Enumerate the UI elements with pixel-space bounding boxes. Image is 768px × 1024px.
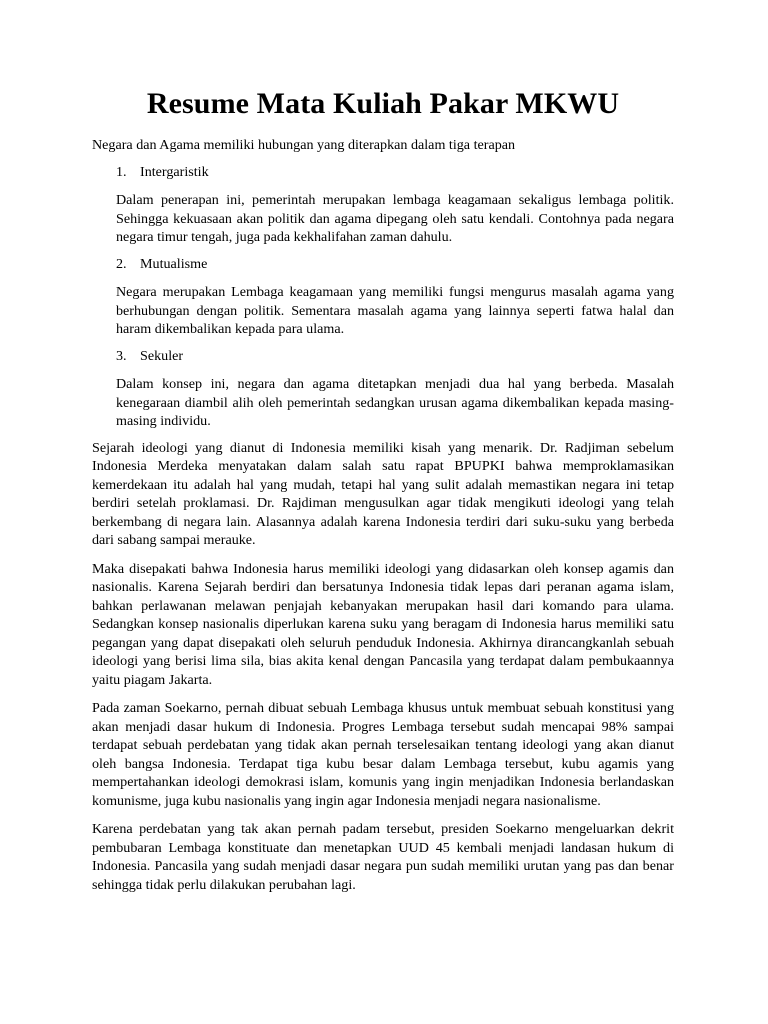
list-item-heading [116, 347, 674, 366]
body-paragraph: Karena perdebatan yang tak akan pernah padam tersebut, presiden Soekarno mengeluarkan dekrit pembubaran Lembaga konstituate dan menetapkan UUD 45 kembali menjadi landasan hukum di Indonesia. Pancasila yang sudah menjadi dasar negara pun sudah memiliki urutan yang pas dan benar sehingga tidak perlu dilakukan perubahan lagi. [92, 821, 674, 893]
list-item-title: Mutualisme [140, 255, 208, 272]
list-item-title: Intergaristik [140, 163, 209, 180]
list-item-heading [116, 255, 674, 274]
list-item-number: 2. [116, 255, 127, 272]
list-item-title: Sekuler [140, 347, 184, 364]
list-item [92, 163, 674, 247]
list-item [92, 255, 674, 339]
document-title: Resume Mata Kuliah Pakar MKWU [146, 87, 620, 120]
list-item-number: 1. [116, 163, 127, 180]
list-item-heading [116, 163, 674, 182]
list-item-body: Dalam penerapan ini, pemerintah merupakan lembaga keagamaan sekaligus lembaga politik. Sehingga kekuasaan akan politik dan agama dipegang oleh satu kendali. Contohnya pada negara negara timur tengah, juga pada kekhalifahan zaman dahulu. [116, 192, 674, 245]
body-paragraph: Pada zaman Soekarno, pernah dibuat sebuah Lembaga khusus untuk membuat sebuah konstitusi yang akan menjadi dasar hukum di Indonesia. Progres Lembaga tersebut sudah mencapai 98% sampai terdapat sebuah perdebatan yang tidak akan pernah terselesaikan tentang ideologi yang akan dianut oleh bangsa Indonesia. Terdapat tiga kubu besar dalam Lembaga tersebut, kubu agamis yang mempertahankan ideologi demokrasi islam, komunis yang ingin menjadikan Indonesia berlandaskan komunisme, juga kubu nasionalis yang ingin agar Indonesia menjadi negara nasionalisme. [92, 700, 674, 809]
list-item [92, 347, 674, 431]
list-item-body: Dalam konsep ini, negara dan agama ditetapkan menjadi dua hal yang berbeda. Masalah kenegaraan diambil alih oleh pemerintah sedangkan urusan agama dikembalikan kepada masing-masing individu. [116, 376, 674, 429]
intro-paragraph: Negara dan Agama memiliki hubungan yang diterapkan dalam tiga terapan [92, 137, 516, 153]
body-paragraph: Maka disepakati bahwa Indonesia harus memiliki ideologi yang didasarkan oleh konsep agamis dan nasionalis. Karena Sejarah berdiri dan bersatunya Indonesia tidak lepas dari peranan agama islam, bahkan perlawanan melawan penjajah kebanyakan merupakan hasil dari komando para ulama. Sedangkan konsep nasionalis diperlukan karena suku yang beragam di Indonesia harus memiliki satu pegangan yang dapat disepakati oleh seluruh penduduk Indonesia. Akhirnya dirancangkanlah sebuah ideologi yang berisi lima sila, bias akita kenal dengan Pancasila yang terdapat dalam pembukaannya yaitu piagam Jakarta. [92, 560, 674, 688]
list-item-number: 3. [116, 347, 127, 364]
list-item-body: Negara merupakan Lembaga keagamaan yang memiliki fungsi mengurus masalah agama yang berhubungan dengan politik. Sementara masalah agama yang lainnya seperti fatwa halal dan haram dikembalikan kepada para ulama. [116, 284, 674, 337]
document-page [92, 86, 674, 904]
body-paragraph: Sejarah ideologi yang dianut di Indonesia memiliki kisah yang menarik. Dr. Radjiman sebelum Indonesia Merdeka menyatakan dalam salah satu rapat BPUPKI bahwa memproklamasikan kemerdekaan itu adalah hal yang mudah, tetapi hal yang sulit adalah memastikan negara ini tetap berdiri setelah proklamasi. Dr. Rajdiman mengusulkan agar tidak mengikuti ideologi yang telah berkembang di negara lain. Alasannya adalah karena Indonesia terdiri dari suku-suku yang berbeda dari sabang sampai merauke. [92, 439, 674, 548]
